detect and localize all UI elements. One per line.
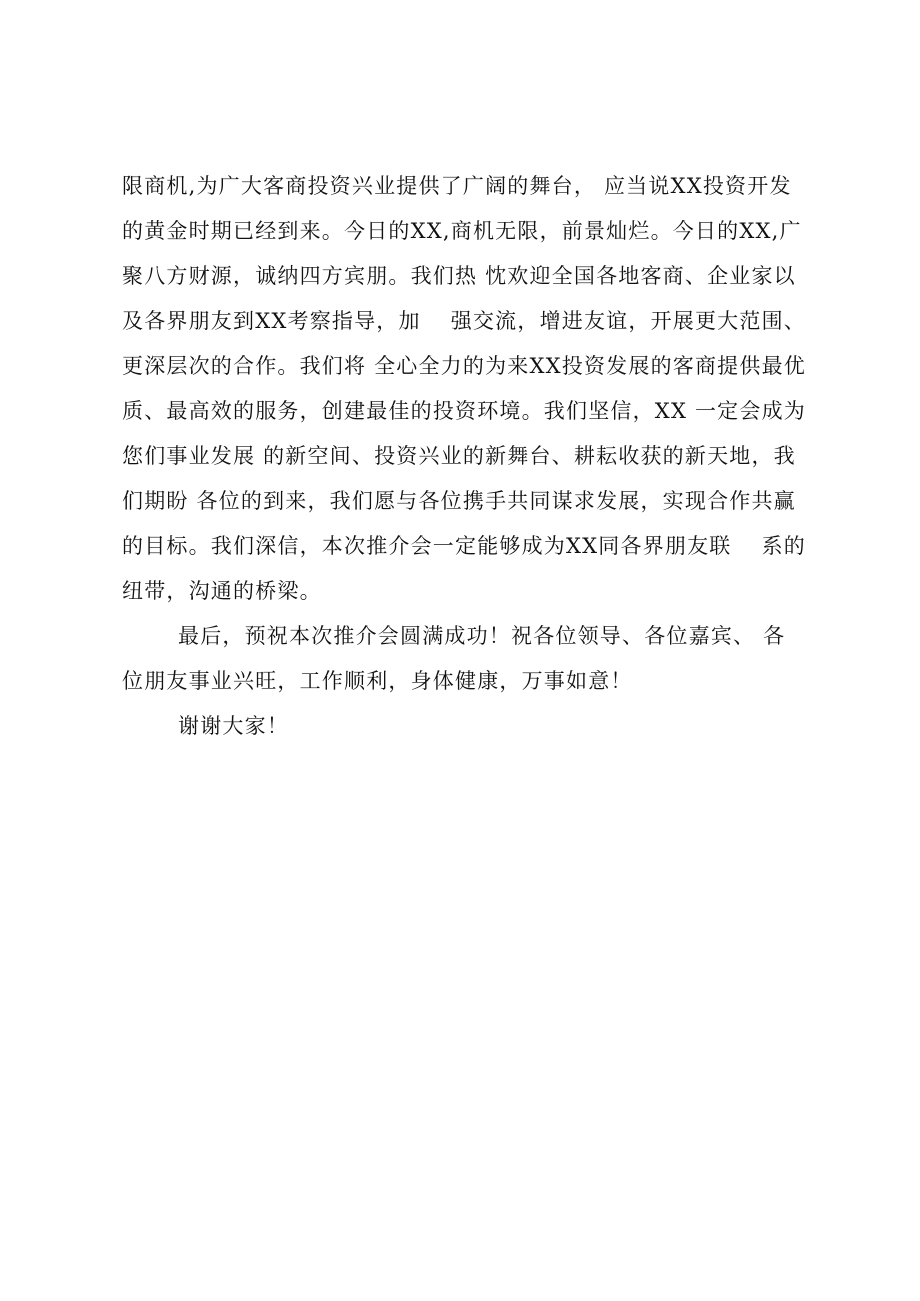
paragraph-line: 纽带，沟通的桥梁。 [122,579,322,603]
paragraph-line: 您们事业发展 的新空间、投资兴业的新舞台、耕耘收获的新天地，我 [122,444,796,468]
paragraph-line: 质、最高效的服务，创建最佳的投资环境。我们坚信，XX 一定会成为 [122,399,806,423]
paragraph-line: 及各界朋友到XX考察指导，加 强交流，增进友谊，开展更大范围、 [122,309,806,333]
paragraph-line: 的目标。我们深信，本次推介会一定能够成为XX同各界朋友联 系的 [122,534,806,558]
speech-text [122,164,822,749]
paragraph-line: 的黄金时期已经到来。今日的XX,商机无限，前景灿烂。今日的XX,广 [122,219,802,243]
closing-line: 最后，预祝本次推介会圆满成功！祝各位领导、各位嘉宾、 各 [178,624,786,648]
paragraph-line: 聚八方财源，诚纳四方宾朋。我们热 忱欢迎全国各地客商、企业家以 [122,264,796,288]
closing-line: 位朋友事业兴旺，工作顺利，身体健康，万事如意！ [122,669,633,693]
paragraph-line: 限商机,为广大客商投资兴业提供了广阔的舞台， 应当说XX投资开发 [122,174,792,198]
paragraph-line: 们期盼 各位的到来，我们愿与各位携手共同谋求发展，实现合作共赢 [122,489,796,513]
thanks-line: 谢谢大家！ [178,714,289,738]
paragraph-line: 更深层次的合作。我们将 全心全力的为来XX投资发展的客商提供最优 [122,354,806,378]
